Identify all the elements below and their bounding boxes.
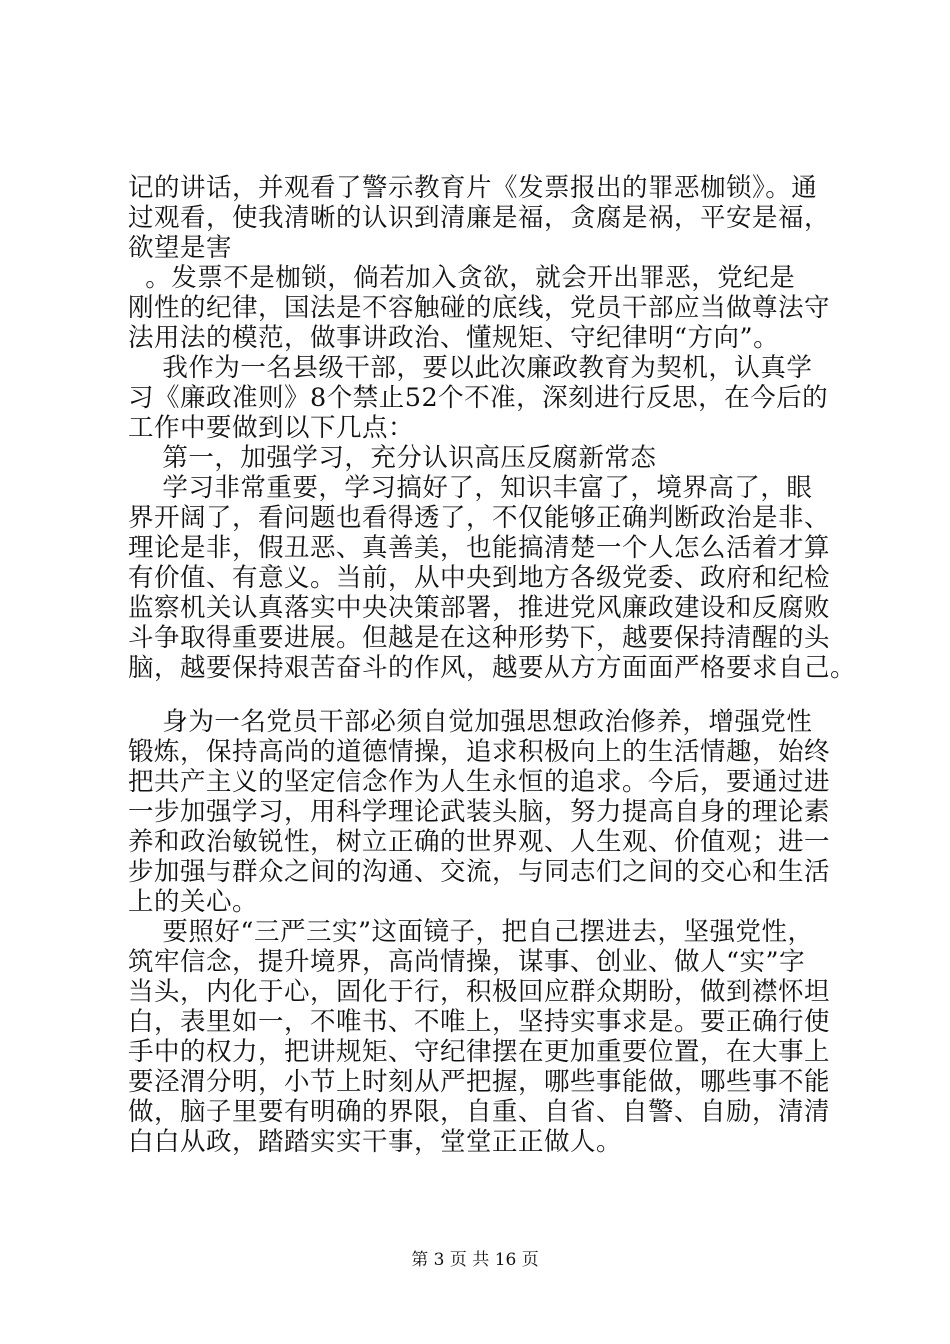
text-line: 手中的权力，把讲规矩、守纪律摆在更加重要位置，在大事上 [128,1037,831,1067]
text-line: 习《廉政准则》8个禁止52个不准，深刻进行反思，在今后的 [128,383,829,413]
text-line: 刚性的纪律，国法是不容触碰的底线，党员干部应当做尊法守 [128,293,831,323]
text-line: 理论是非，假丑恶、真善美，也能搞清楚一个人怎么活着才算 [128,533,831,563]
text-line: 筑牢信念，提升境界，高尚情操，谋事、创业、做人“实”字 [128,947,806,977]
text-line: 斗争取得重要进展。但越是在这种形势下，越要保持清醒的头 [128,623,831,653]
text-line: 过观看，使我清晰的认识到清廉是福，贪腐是祸，平安是福， [128,203,831,233]
text-line: 做，脑子里要有明确的界限，自重、自省、自警、自励，清清 [128,1097,831,1127]
paragraph-gap [128,683,836,707]
document-body [128,173,857,1157]
text-line: 步加强与群众之间的沟通、交流，与同志们之间的交心和生活 [128,857,831,887]
text-line: 身为一名党员干部必须自觉加强思想政治修养，增强党性 [128,707,813,737]
text-line: 养和政治敏锐性，树立正确的世界观、人生观、价值观；进一 [128,827,831,857]
text-line: 脑，越要保持艰苦奋斗的作风，越要从方方面面严格要求自己。 [128,653,857,683]
page-number-footer: 第 3 页 共 16 页 [411,1250,539,1270]
text-line: 工作中要做到以下几点： [128,413,415,443]
text-line: 记的讲话，并观看了警示教育片《发票报出的罪恶枷锁》。通 [128,173,818,203]
text-line: 白白从政，踏踏实实干事，堂堂正正做人。 [128,1127,623,1157]
text-line: 白，表里如一，不唯书、不唯上，坚持实事求是。要正确行使 [128,1007,831,1037]
text-line: 一步加强学习，用科学理论武装头脑，努力提高自身的理论素 [128,797,831,827]
text-line: 上的关心。 [128,887,259,917]
text-line: 要泾渭分明，小节上时刻从严把握，哪些事能做，哪些事不能 [128,1067,831,1097]
text-line: 。发票不是枷锁，倘若加入贪欲，就会开出罪恶，党纪是 [128,263,796,293]
text-line: 把共产主义的坚定信念作为人生永恒的追求。今后，要通过进 [128,767,831,797]
text-line: 界开阔了，看问题也看得透了，不仅能够正确判断政治是非、 [128,503,831,533]
text-line: 要照好“三严三实”这面镜子，把自己摆进去，坚强党性， [128,917,814,947]
text-line: 我作为一名县级干部，要以此次廉政教育为契机，认真学 [128,353,813,383]
text-line: 法用法的模范，做事讲政治、懂规矩、守纪律明“方向”。 [128,323,780,353]
text-line: 有价值、有意义。当前，从中央到地方各级党委、政府和纪检 [128,563,831,593]
text-line: 学习非常重要，学习搞好了，知识丰富了，境界高了，眼 [128,473,813,503]
text-line: 监察机关认真落实中央决策部署，推进党风廉政建设和反腐败 [128,593,831,623]
text-line: 锻炼，保持高尚的道德情操，追求积极向上的生活情趣，始终 [128,737,831,767]
section-heading: 第一，加强学习，充分认识高压反腐新常态 [128,443,657,473]
text-line: 当头，内化于心，固化于行，积极回应群众期盼，做到襟怀坦 [128,977,831,1007]
text-line: 欲望是害 [128,233,233,263]
